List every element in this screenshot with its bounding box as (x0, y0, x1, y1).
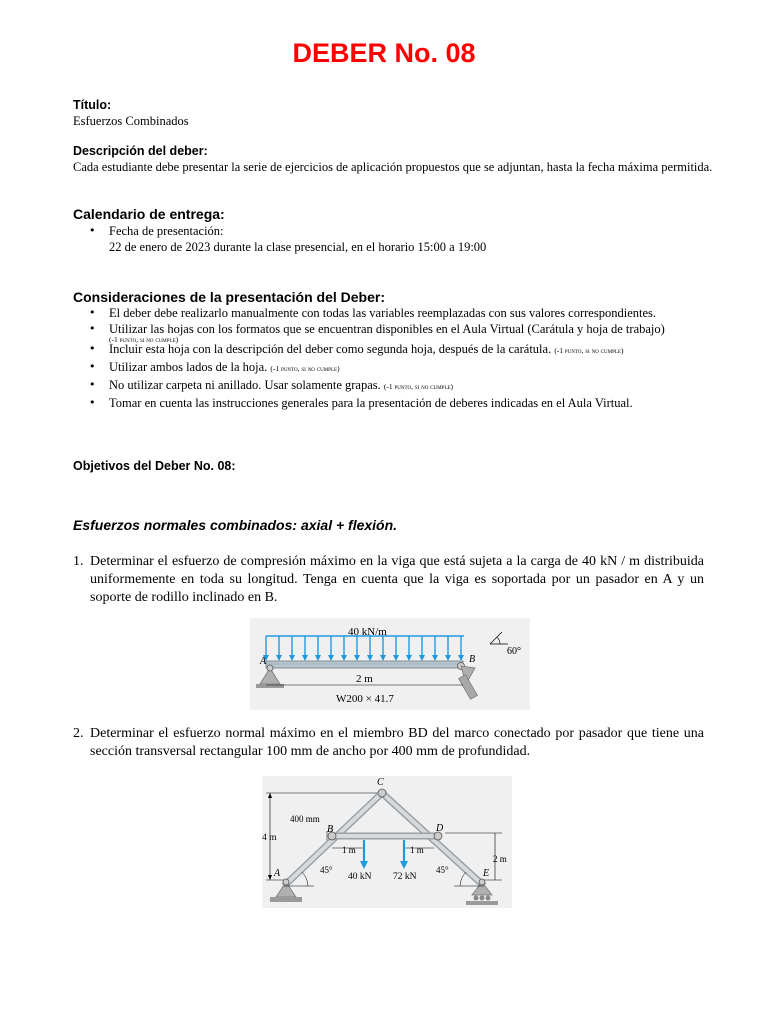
angle-left-label: 45° (320, 865, 333, 875)
beam-figure (250, 618, 530, 710)
problem-text: Determinar el esfuerzo normal máximo en el miembro BD del marco conectado por pasador que tiene una sección transversal rectangular 100 mm de ancho por 400 mm de profundidad. (90, 726, 704, 759)
list-item: • El deber debe realizarlo manualmente con todas las variables reemplazadas con sus valores correspondientes. (73, 305, 665, 321)
point-a-label: A (274, 868, 281, 879)
dist-1-label: 1 m (342, 845, 356, 855)
list-item (73, 223, 486, 255)
length-label: 2 m (356, 673, 373, 685)
point-d-label: D (436, 823, 444, 834)
frame-figure (262, 776, 512, 908)
penalty-note: (-1 punto, si no cumple) (270, 364, 340, 373)
page-title: DEBER No. 08 (292, 38, 476, 68)
point-b-label: B (327, 824, 334, 835)
problem-2 (73, 725, 704, 761)
point-b-label: B (469, 654, 476, 665)
point-c-label: C (377, 777, 384, 788)
problem-number: 2. (73, 726, 84, 741)
calendario-list (73, 223, 486, 255)
penalty-note: (-1 punto, si no cumple) (109, 335, 179, 344)
list-item: • Incluir esta hoja con la descripción del deber como segunda hoja, después de la carátula. (-1 punto, si no cumple) (73, 341, 665, 359)
height-total-label: 4 m (262, 833, 277, 843)
problem-1 (73, 553, 704, 607)
point-e-label: E (483, 868, 490, 879)
objetivos-label: Objetivos del Deber No. 08: (73, 459, 236, 473)
penalty-note: (-1 punto, si no cumple) (383, 382, 454, 391)
descripcion-value: Cada estudiante debe presentar la serie de ejercicios de aplicación propuestos que se adjuntan, hasta la fecha máxima permitida. (73, 160, 713, 174)
height-right-label: 2 m (493, 854, 507, 864)
problem-number: 1. (73, 554, 84, 569)
descripcion-label: Descripción del deber: (73, 144, 208, 158)
angle-label: 60° (507, 646, 521, 657)
consideraciones-label: Consideraciones de la presentación del Deber: (73, 289, 385, 305)
calendario-label: Calendario de entrega: (73, 206, 225, 222)
penalty-note: (-1 punto, si no cumple) (554, 346, 624, 355)
load-label: 40 kN/m (348, 626, 387, 638)
point-a-label: A (260, 656, 267, 667)
problem-text: Determinar el esfuerzo de compresión máximo en la viga que está sujeta a la carga de 40 kN / m distribuida uniformemente en toda su longitud. Tenga en cuenta que la viga es soportada por un pasador en A y un soporte de rodillo inclinado en B. (90, 554, 704, 605)
fecha-title: Fecha de presentación: (109, 224, 224, 238)
list-item: • No utilizar carpeta ni anillado. Usar solamente grapas. (-1 punto, si no cumple) (73, 377, 665, 395)
titulo-value: Esfuerzos Combinados (73, 114, 189, 128)
offset-label: 400 mm (290, 814, 320, 824)
list-item: • Utilizar ambos lados de la hoja. (-1 punto, si no cumple) (73, 359, 665, 377)
angle-right-label: 45° (436, 865, 449, 875)
section-label: W200 × 41.7 (336, 693, 394, 705)
titulo-label: Título: (73, 98, 112, 112)
section-title: Esfuerzos normales combinados: axial + flexión. (73, 517, 398, 533)
load-1-label: 40 kN (348, 872, 372, 882)
load-2-label: 72 kN (393, 872, 417, 882)
dist-2-label: 1 m (410, 845, 424, 855)
list-item: • Utilizar las hojas con los formatos que se encuentran disponibles en el Aula Virtual (Carátula y hoja de trabajo) (73, 321, 665, 341)
list-item: • Tomar en cuenta las instrucciones generales para la presentación de deberes indicadas en el Aula Virtual. (73, 395, 665, 411)
fecha-value: 22 de enero de 2023 durante la clase presencial, en el horario 15:00 a 19:00 (109, 240, 487, 254)
consideraciones-list (73, 305, 665, 411)
